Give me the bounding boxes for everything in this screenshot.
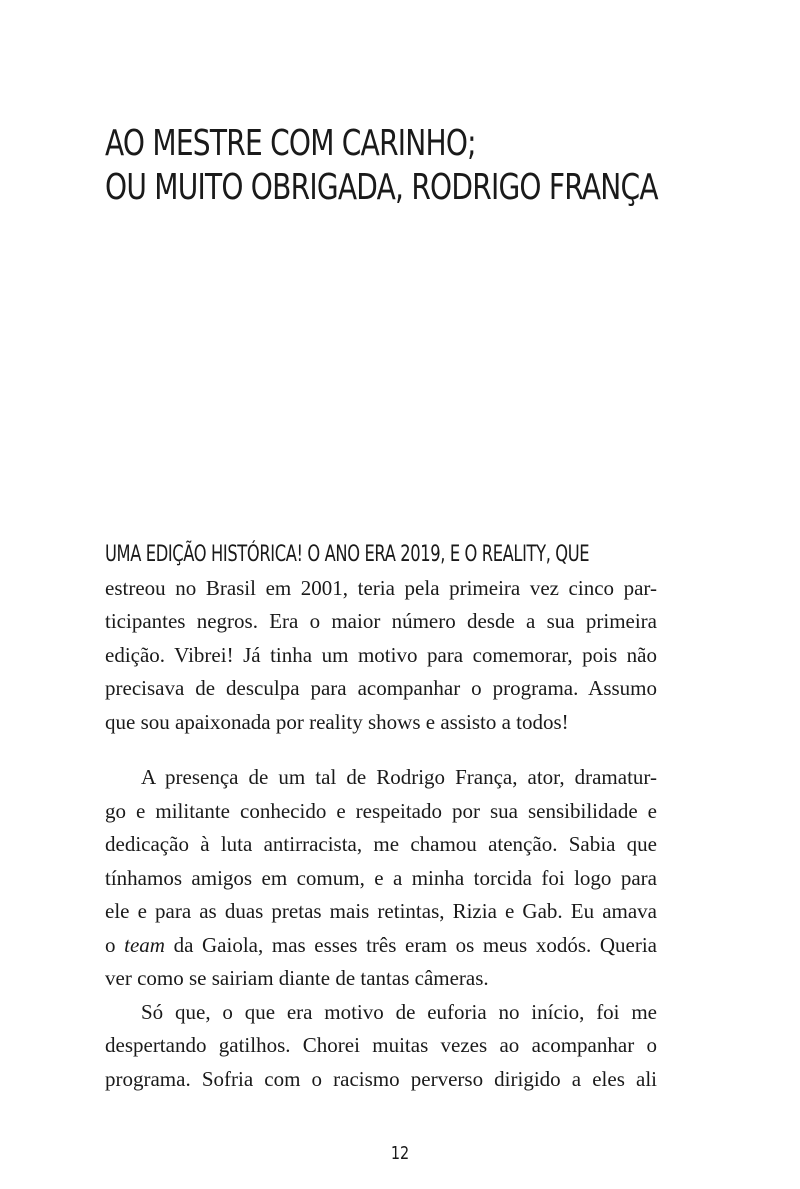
chapter-title-line-1: AO MESTRE COM CARINHO; [105, 123, 476, 164]
lead-line [105, 538, 657, 572]
italic-word: team [124, 932, 165, 957]
text-line: edição. Vibrei! Já tinha um motivo para comemorar, pois não [105, 642, 657, 667]
body-text [105, 538, 657, 1096]
text-fragment: o [105, 932, 116, 957]
chapter-title [105, 122, 658, 210]
text-line: go e militante conhecido e respeitado por sua sensibilidade e [105, 798, 657, 823]
text-line: tínhamos amigos em comum, e a minha torcida foi logo para [105, 865, 657, 890]
text-line: dedicação à luta antirracista, me chamou atenção. Sabia que [105, 832, 657, 856]
paragraph-3 [105, 996, 657, 1097]
text-line: ticipantes negros. Era o maior número desde a sua primeira [105, 609, 657, 633]
text-line: ver como se sairiam diante de tantas câmeras. [105, 966, 489, 990]
text-line: Só que, o que era motivo de euforia no início, foi me [141, 999, 657, 1024]
text-line: que sou apaixonada por reality shows e assisto a todos! [105, 709, 569, 734]
lead-in-text: UMA EDIÇÃO HISTÓRICA! O ANO ERA 2019, E O REALITY, QUE [105, 542, 590, 567]
text-line: ele e para as duas pretas mais retintas, Rizia e Gab. Eu amava [105, 899, 657, 923]
paragraph-1 [105, 538, 657, 739]
text-fragment: da Gaiola, mas esses três eram os meus xodós. Queria [173, 932, 658, 957]
text-line: precisava de desculpa para acompanhar o programa. Assumo [105, 676, 657, 700]
page-number: 12 [390, 1143, 410, 1164]
paragraph-gap [105, 739, 657, 761]
text-line: A presença de um tal de Rodrigo França, ator, dramatur- [141, 765, 657, 789]
paragraph-2 [105, 761, 657, 996]
text-line: estreou no Brasil em 2001, teria pela primeira vez cinco par- [105, 575, 657, 600]
text-line-with-italic [105, 929, 657, 963]
chapter-title-line-2: OU MUITO OBRIGADA, RODRIGO FRANÇA [105, 167, 658, 208]
text-line: despertando gatilhos. Chorei muitas vezes ao acompanhar o [105, 1033, 657, 1057]
text-line: programa. Sofria com o racismo perverso dirigido a eles ali [105, 1066, 657, 1091]
